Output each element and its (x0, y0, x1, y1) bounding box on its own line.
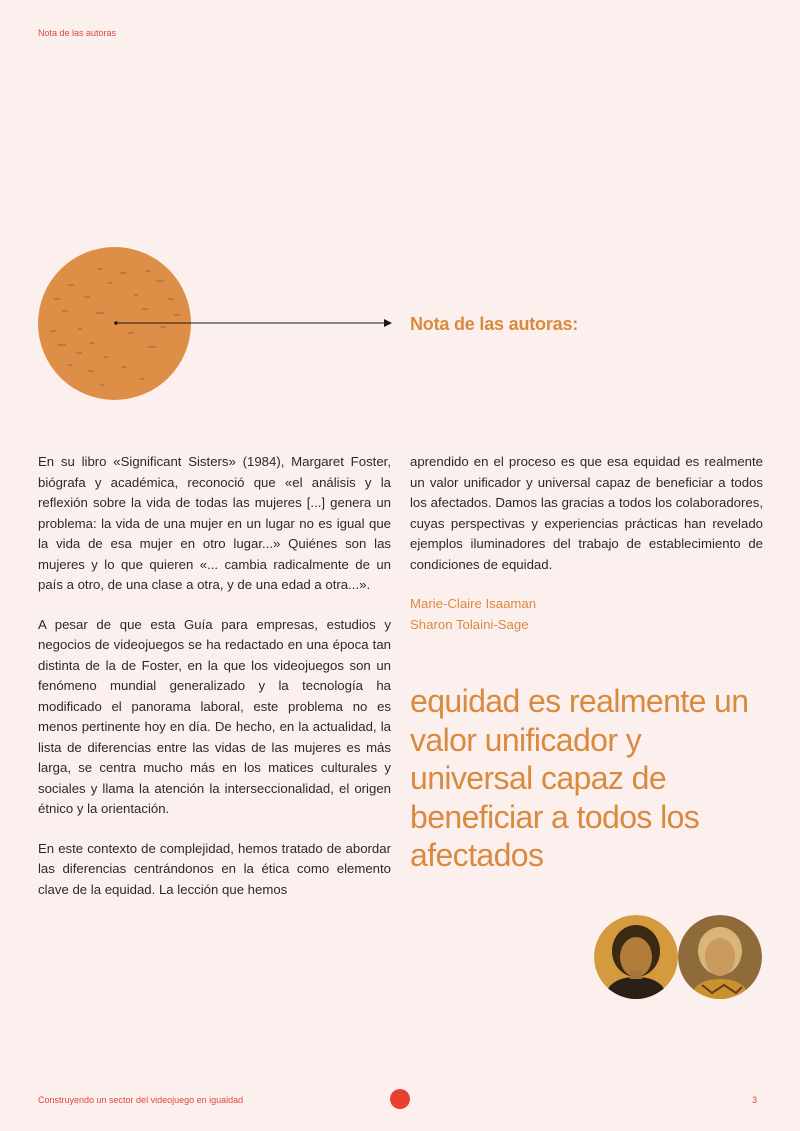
running-head: Nota de las autoras (38, 28, 117, 38)
paragraph: A pesar de que esta Guía para empresas, estudios y negocios de videojuegos se ha redactado en una época tan distinta de la de Foster, en la que los videojuegos son un fenómeno mundial generalizado y la tecnología ha modificado el panorama laboral, este problema no es menos pertinente hoy en día. De hecho, en la actualidad, la lista de diferencias entre las vidas de las mujeres es más larga, se centra mucho más en los matices culturales y sociales y llama la atención la interseccionalidad, el origen étnico y la orientación. (38, 616, 391, 816)
author-photo-tolaini-sage (678, 915, 762, 999)
paragraph: En este contexto de complejidad, hemos tratado de abordar las diferencias centrándonos en la ética como elemento clave de la equidad. La lección que hemos (38, 840, 391, 897)
left-column (38, 452, 391, 919)
pull-quote: equidad es realmente un valor unificador y universal capaz de beneficiar a todos los afectados (410, 683, 749, 873)
pointer-arrow (116, 315, 396, 331)
author-name: Sharon Tolaini-Sage (410, 616, 529, 632)
author-photo-isaaman (594, 915, 678, 999)
page-number: 3 (752, 1095, 758, 1105)
section-title: Nota de las autoras: (410, 314, 579, 334)
author-name: Marie-Claire Isaaman (410, 596, 537, 611)
paragraph: aprendido en el proceso es que esa equidad es realmente un valor unificador y universal capaz de beneficiar a todos los afectados. Damos las gracias a todos los colaboradores, cuyas perspectivas y experiencias prácticas han revelado ejemplos iluminadores del trabajo de establecimiento de condiciones de equidad. (410, 454, 763, 572)
footer-dot (390, 1089, 410, 1109)
author-signature (410, 594, 763, 635)
paragraph: En su libro «Significant Sisters» (1984), Margaret Foster, biógrafa y académica, reconoció que «el análisis y la reflexión sobre la vida de todas las mujeres [...] genera un problema: la vida de una mujer en un lugar no es igual que la vida de esa mujer en otro lugar...» Quiénes son las mujeres y lo que quieren «... cambia radicalmente de un país a otro, de una clase a otra, y de una edad a otra...». (38, 454, 391, 592)
footer-title: Construyendo un sector del videojuego en igualdad (38, 1095, 244, 1105)
right-column (410, 452, 763, 635)
